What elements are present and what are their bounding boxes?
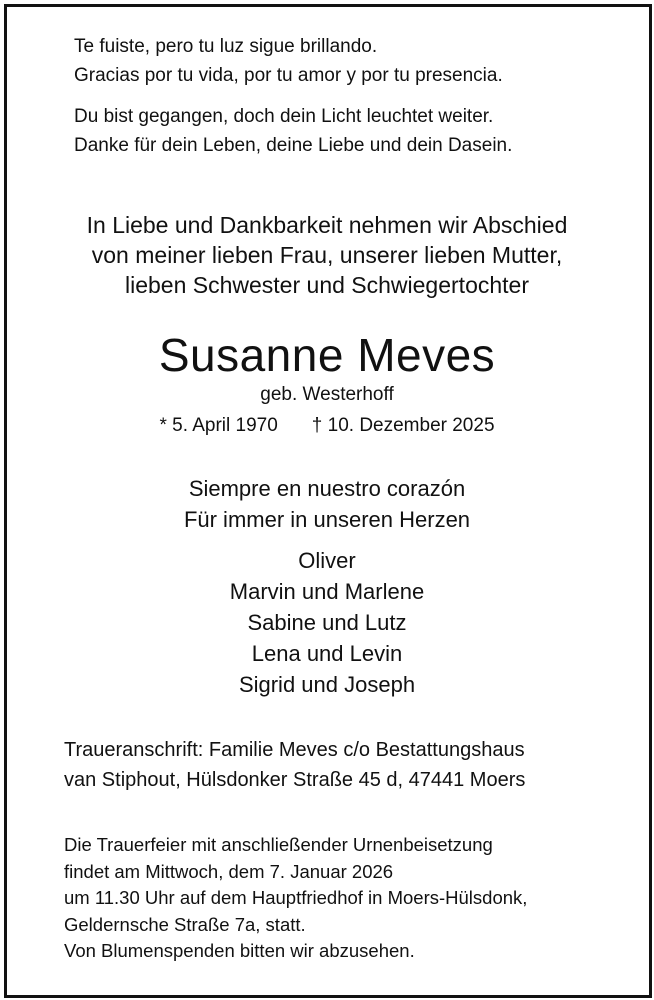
verse-line: Danke für dein Leben, deine Liebe und dein Dasein. [74,135,513,156]
motto-line: Für immer in unseren Herzen [183,507,471,532]
service-line: Von Blumenspenden bitten wir abzusehen. [64,940,415,961]
motto-line: Siempre en nuestro corazón [188,476,466,501]
birth-date: * 5. April 1970 [159,415,278,436]
birth-name: geb. Westerhoff [260,384,394,405]
life-dates [0,413,654,439]
death-date: † 10. Dezember 2025 [311,415,495,436]
verse-line: Du bist gegangen, doch dein Licht leuchtet weiter. [74,106,494,127]
funeral-service-info [64,832,527,965]
intro-line: In Liebe und Dankbarkeit nehmen wir Abschied [86,212,568,238]
service-line: findet am Mittwoch, dem 7. Januar 2026 [64,860,394,882]
verse-line: Te fuiste, pero tu luz sigue brillando. [74,36,378,57]
mourner: Sabine und Lutz [247,610,407,635]
address-line: Traueranschrift: Familie Meves c/o Bestattungshaus [64,739,525,761]
mourner: Sigrid und Joseph [238,672,416,697]
address-line: van Stiphout, Hülsdonker Straße 45 d, 47441 Moers [64,769,526,791]
deceased-name: Susanne Meves [158,329,496,381]
mourner: Oliver [298,548,356,573]
farewell-intro [0,210,654,300]
mourner: Lena und Levin [251,641,403,666]
verse-german [74,102,512,160]
mourning-address [64,735,525,795]
verse-line: Gracias por tu vida, por tu amor y por tu presencia. [74,65,503,86]
service-line: Die Trauerfeier mit anschließender Urnenbeisetzung [64,834,493,855]
service-line: um 11.30 Uhr auf dem Hauptfriedhof in Moers-Hülsdonk, [64,887,528,908]
intro-line: von meiner lieben Frau, unserer lieben Mutter, [91,242,563,268]
mourner: Marvin und Marlene [229,579,425,604]
intro-line: lieben Schwester und Schwiegertochter [124,272,529,298]
motto [0,473,654,535]
verse-spanish [74,32,503,90]
mourners-list [0,545,654,700]
service-line: Geldernsche Straße 7a, statt. [64,913,306,935]
